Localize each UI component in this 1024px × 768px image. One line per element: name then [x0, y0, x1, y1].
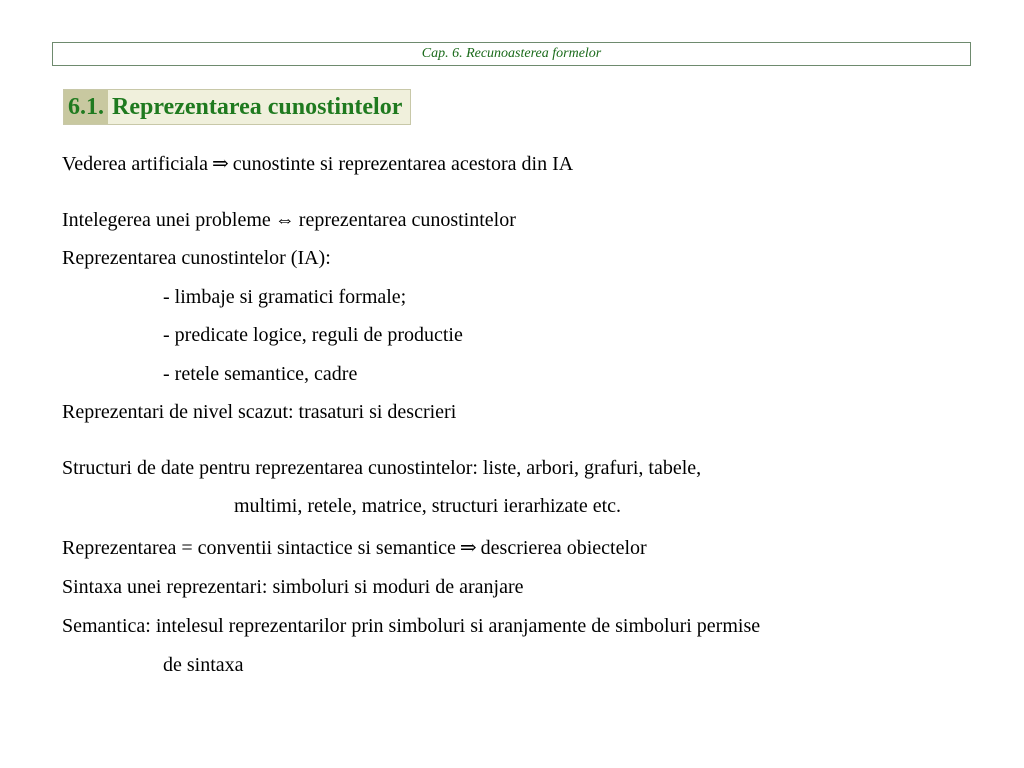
text-fragment: reprezentarea cunostintelor: [298, 209, 516, 231]
equivalence-arrow-icon: ⇔: [274, 209, 295, 231]
text-line-low-level: Reprezentari de nivel scazut: trasaturi si descrieri: [62, 401, 457, 423]
section-name: Reprezentarea cunostintelor: [108, 90, 410, 124]
section-title: [63, 89, 411, 125]
text-line-data-structures-cont: multimi, retele, matrice, structuri ierarhizate etc.: [234, 495, 622, 517]
text-line-data-structures: Structuri de date pentru reprezentarea cunostintelor: liste, arbori, grafuri, tabele,: [62, 457, 702, 479]
text-line-representation-heading: Reprezentarea cunostintelor (IA):: [62, 247, 331, 269]
implies-arrow-icon: ⇒: [459, 537, 477, 559]
text-line-understanding: [62, 208, 516, 232]
text-line-semantics: Semantica: intelesul reprezentarilor prin simboluri si aranjamente de simboluri permise: [62, 615, 761, 637]
text-fragment: Vederea artificiala: [62, 153, 209, 175]
text-fragment: cunostinte si reprezentarea acestora din IA: [232, 153, 574, 175]
implies-arrow-icon: ⇒: [212, 153, 229, 175]
section-number: 6.1.: [64, 90, 108, 124]
text-fragment: descrierea obiectelor: [480, 537, 647, 559]
text-fragment: Intelegerea unei probleme: [62, 209, 271, 231]
list-item: - predicate logice, reguli de productie: [163, 324, 463, 346]
text-fragment: Reprezentarea = conventii sintactice si semantice: [62, 537, 456, 559]
text-line-syntax: Sintaxa unei reprezentari: simboluri si moduri de aranjare: [62, 576, 524, 598]
list-item: - retele semantice, cadre: [163, 363, 358, 385]
chapter-title: Cap. 6. Recunoasterea formelor: [421, 46, 602, 61]
list-item: - limbaje si gramatici formale;: [163, 286, 407, 308]
text-line-representation-def: [62, 536, 647, 560]
text-line-vision: [62, 152, 573, 176]
chapter-header: [52, 42, 971, 66]
text-line-semantics-cont: de sintaxa: [163, 654, 244, 676]
